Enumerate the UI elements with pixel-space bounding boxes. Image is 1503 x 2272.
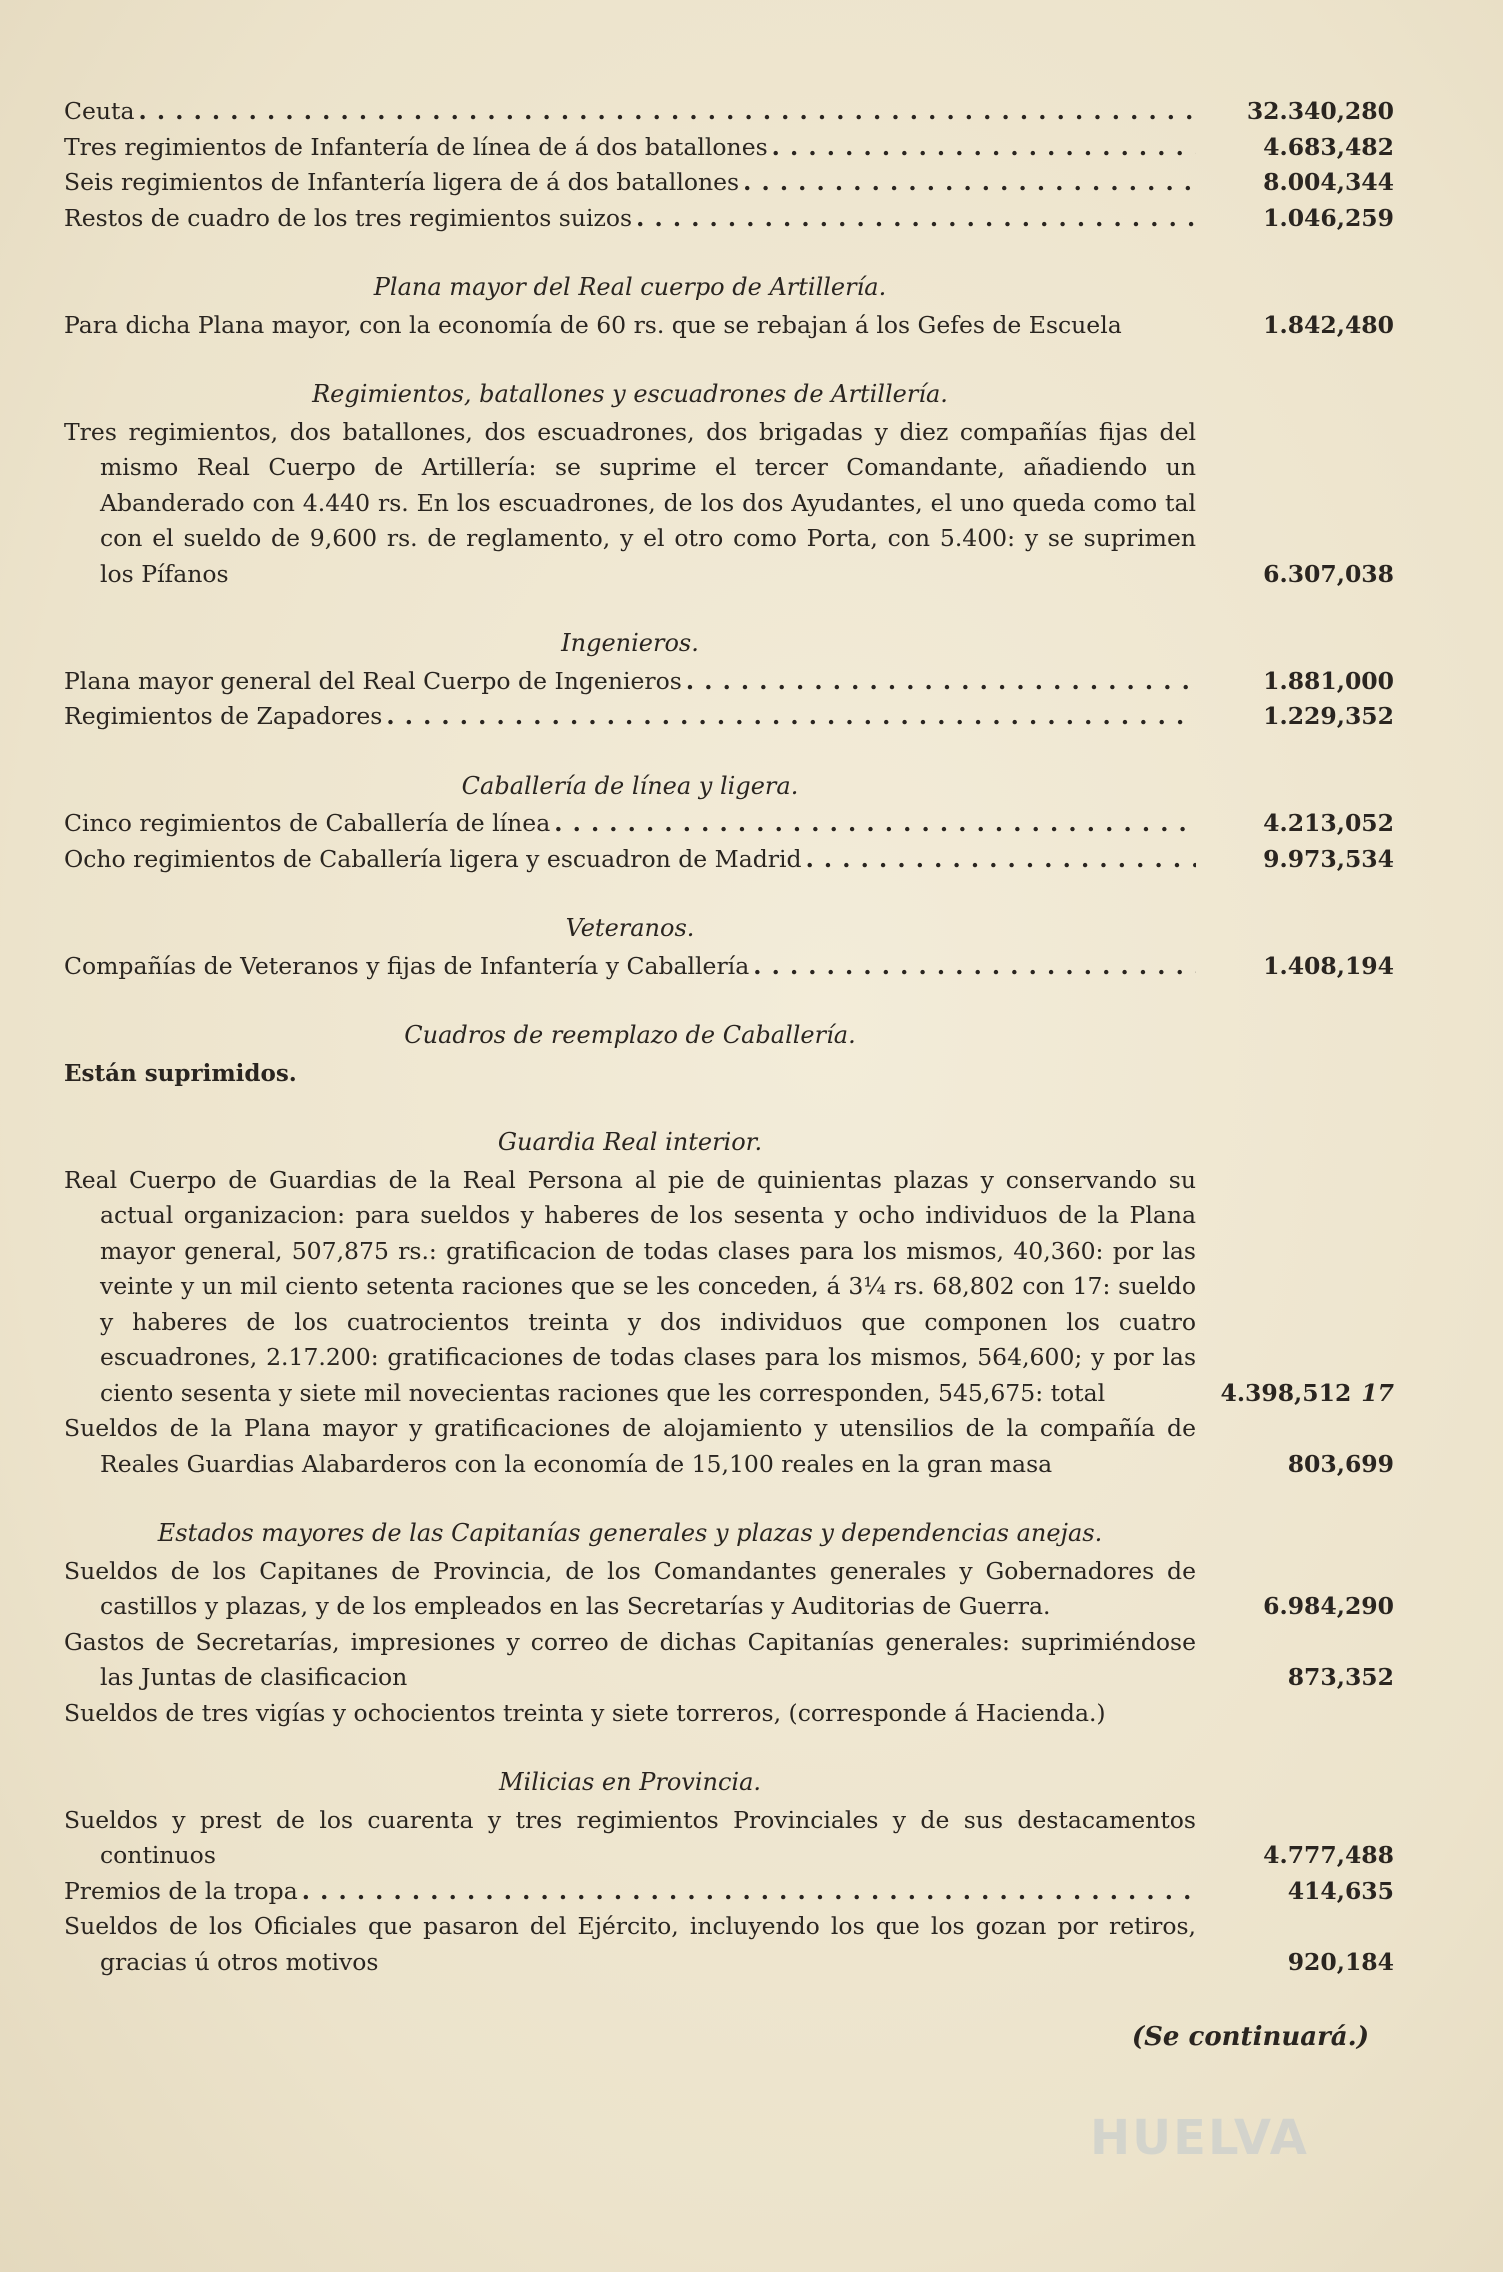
row-amount: 6.984,290 [1263, 1592, 1394, 1620]
row-amount: 1.229,352 [1263, 702, 1394, 730]
row-description: Seis regimientos de Infantería ligera de á dos batallones . . . [64, 165, 1196, 201]
ledger-row [64, 308, 1394, 344]
row-amount: 4.683,482 [1263, 132, 1394, 161]
ledger-row [64, 130, 1394, 166]
row-amount: 1.046,259 [1263, 203, 1394, 232]
section-heading-veteranos: Veteranos. [565, 914, 695, 942]
row-description: Sueldos de tres vigías y ochocientos treinta y siete torreros, (corresponde á Hacienda.) [64, 1698, 1106, 1727]
row-description: Restos de cuadro de los tres regimientos suizos . . . [64, 201, 1196, 237]
row-amount: 803,699 [1287, 1449, 1394, 1478]
row-description: Sueldos y prest de los cuarenta y tres regimientos Provinciales y de sus destacamentos continuos [64, 1805, 1196, 1869]
row-amount: 9.973,534 [1263, 844, 1394, 873]
row-description: Regimientos de Zapadores . . . [64, 699, 1196, 735]
row-amount: 414,635 [1287, 1876, 1394, 1905]
ledger-row [64, 94, 1394, 130]
ledger-row [64, 1625, 1394, 1696]
row-description: Sueldos de la Plana mayor y gratificaciones de alojamiento y utensilios de la compañía de Reales Guardias Alabarderos con la economía de 15,100 reales en la gran masa [64, 1414, 1196, 1478]
ledger-row [64, 1554, 1394, 1625]
row-amount: 1.842,480 [1263, 310, 1394, 339]
ledger-row [64, 1411, 1394, 1482]
section-heading-plana-mayor: Plana mayor del Real cuerpo de Artillería. [373, 273, 887, 301]
row-description: Tres regimientos, dos batallones, dos escuadrones, dos brigadas y diez compañías fijas del mismo Real Cuerpo de Artillería: se suprime el tercer Comandante, añadiendo un Abanderado con 4.440 rs. En los escuadrones, de los dos Ayudantes, el uno queda como tal con el sueldo de 9,600 rs. de reglamento, y el otro como Porta, con 5.400: y se suprimen los Pífanos [64, 417, 1196, 588]
library-watermark: HUELVA [1090, 2110, 1309, 2166]
row-amount: 8.004,344 [1263, 168, 1394, 196]
ledger-row [64, 664, 1394, 700]
section-heading-milicias: Milicias en Provincia. [498, 1768, 762, 1796]
section-heading-caballeria: Caballería de línea y ligera. [461, 771, 799, 800]
row-amount: 920,184 [1287, 1947, 1394, 1976]
ledger-row [64, 1163, 1394, 1412]
continuation-note: (Se continuará.) [1131, 2022, 1369, 2052]
row-amount: 32.340,280 [1246, 97, 1394, 125]
row-description: Compañías de Veteranos y fijas de Infantería y Caballería . . . [64, 949, 1196, 985]
row-description: Sueldos de los Oficiales que pasaron del Ejército, incluyendo los que los gozan por retiros, gracias ú otros motivos [64, 1912, 1196, 1976]
ledger-row [64, 165, 1394, 201]
section-heading-cuadros: Cuadros de reemplazo de Caballería. [404, 1021, 856, 1049]
row-description: Gastos de Secretarías, impresiones y correo de dichas Capitanías generales: suprimiéndose las Juntas de clasificacion [64, 1627, 1196, 1691]
row-description: Real Cuerpo de Guardias de la Real Persona al pie de quinientas plazas y conservando su actual organizacion: para sueldos y haberes de los sesenta y ocho individuos de la Plana mayor general, 507,875 rs.: gratificacion de todas clases para los mismos, 40,360: por las veinte y un mil ciento setenta raciones que se les conceden, á 3¼ rs. 68,802 con 17: sueldo y haberes de los cuatrocientos treinta y dos individuos que componen los cuatro escuadrones, 2.17.200: gratificaciones de todas clases para los mismos, 564,600; y por las ciento sesenta y siete mil novecientas raciones que les corresponden, 545,675: total [64, 1165, 1196, 1407]
row-amount: 1.408,194 [1263, 951, 1394, 980]
row-description: Para dicha Plana mayor, con la economía de 60 rs. que se rebajan á los Gefes de Escuela [64, 310, 1122, 339]
row-description: Plana mayor general del Real Cuerpo de Ingenieros . . . [64, 664, 1196, 700]
ledger-row [64, 949, 1394, 985]
row-amount: 4.777,488 [1263, 1841, 1394, 1869]
ledger-row [64, 699, 1394, 735]
row-description: Ceuta . . . [64, 94, 1196, 130]
row-amount: 6.307,038 [1263, 559, 1394, 588]
handwritten-mark: 17 [1361, 1378, 1394, 1407]
ledger-row [64, 1803, 1394, 1874]
cuadros-note: Están suprimidos. [64, 1059, 297, 1087]
row-description: Tres regimientos de Infantería de línea de á dos batallones . . . [64, 130, 1196, 166]
ledger-row [64, 1696, 1394, 1732]
row-description: Ocho regimientos de Caballería ligera y escuadron de Madrid . . . [64, 842, 1196, 878]
document-body [64, 94, 1394, 2056]
row-amount: 873,352 [1287, 1663, 1394, 1691]
ledger-row [64, 201, 1394, 237]
section-heading-guardia: Guardia Real interior. [497, 1128, 763, 1156]
section-heading-ingenieros: Ingenieros. [561, 629, 699, 657]
section-heading-artilleria: Regimientos, batallones y escuadrones de Artillería. [312, 380, 948, 408]
ledger-row [64, 842, 1394, 878]
ledger-row [64, 806, 1394, 842]
ledger-row [64, 1909, 1394, 1980]
ledger-row [64, 415, 1394, 593]
section-heading-estados: Estados mayores de las Capitanías generales y plazas y dependencias anejas. [157, 1519, 1103, 1547]
row-amount: 4.213,052 [1263, 809, 1394, 837]
ledger-row [64, 1874, 1394, 1910]
row-description: Cinco regimientos de Caballería de línea . . . [64, 806, 1196, 842]
row-amount: 1.881,000 [1263, 666, 1394, 695]
row-amount: 4.398,512 [1220, 1378, 1352, 1407]
row-description: Premios de la tropa . . . [64, 1874, 1196, 1910]
row-description: Sueldos de los Capitanes de Provincia, de los Comandantes generales y Gobernadores de castillos y plazas, y de los empleados en las Secretarías y Auditorias de Guerra. [64, 1556, 1196, 1620]
